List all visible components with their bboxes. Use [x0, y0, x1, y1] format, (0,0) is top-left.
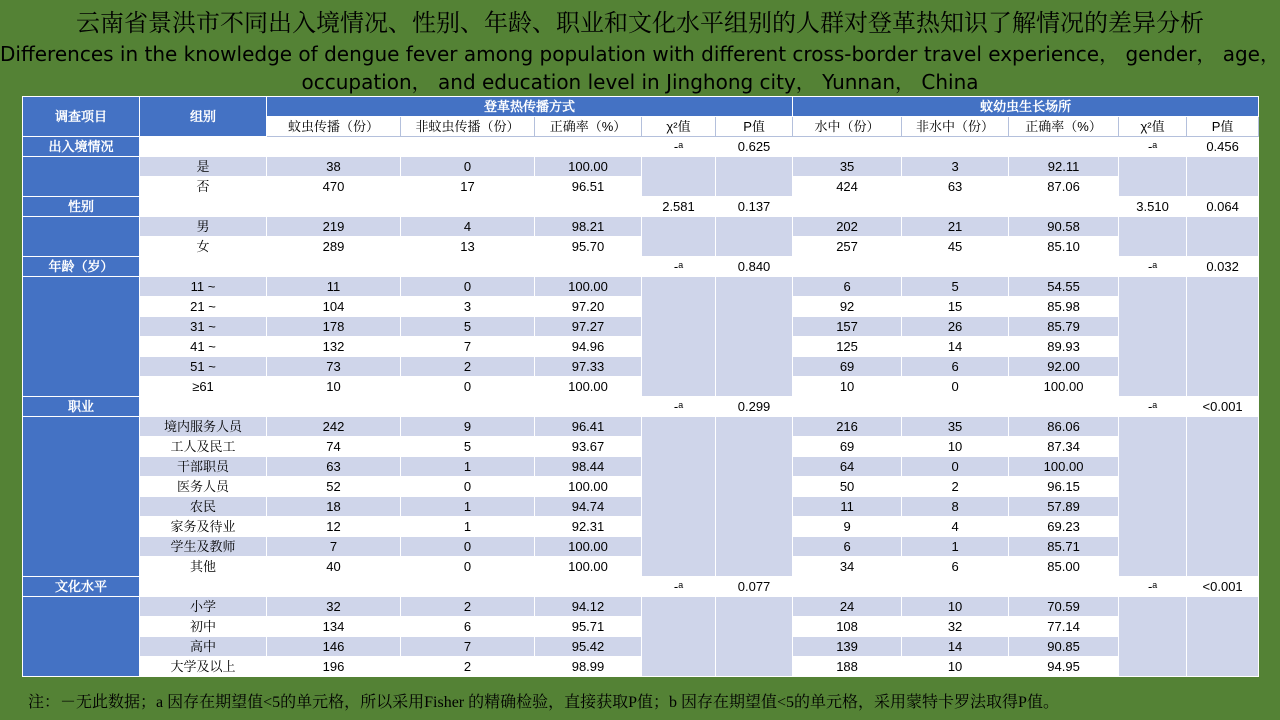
water-count: 424 [793, 177, 902, 197]
chi-square-value: -ᵃ [642, 257, 716, 277]
mosquito-count: 134 [267, 617, 401, 637]
category-row [23, 137, 1259, 157]
larvae-accuracy: 85.10 [1009, 237, 1119, 257]
non-mosquito-count: 7 [401, 337, 535, 357]
non-water-count: 10 [902, 437, 1009, 457]
col-header: 水中（份） [793, 117, 902, 137]
non-mosquito-count: 5 [401, 317, 535, 337]
header-section-larvae: 蚊幼虫生长场所 [793, 97, 1259, 117]
p-value: 0.137 [716, 197, 793, 217]
col-header: 正确率（%） [1009, 117, 1119, 137]
empty-cell [793, 137, 902, 157]
water-count: 257 [793, 237, 902, 257]
empty-cell [902, 577, 1009, 597]
category-row [23, 197, 1259, 217]
subtitle-line-2: occupation， and education level in Jinghong city， Yunnan， China [301, 70, 979, 94]
col-header: χ²值 [642, 117, 716, 137]
water-count: 69 [793, 437, 902, 457]
table-row [23, 517, 1259, 537]
water-count: 6 [793, 277, 902, 297]
empty-cell [902, 397, 1009, 417]
table-row [23, 637, 1259, 657]
non-mosquito-count: 13 [401, 237, 535, 257]
chi-square-value: -ᵃ [1119, 137, 1187, 157]
non-water-count: 2 [902, 477, 1009, 497]
group-label: 大学及以上 [140, 657, 267, 677]
empty-cell [140, 197, 267, 217]
merged-stat-cell [642, 417, 716, 577]
table-row [23, 157, 1259, 177]
merged-stat-cell [1119, 217, 1187, 257]
merged-stat-cell [1187, 417, 1259, 577]
empty-cell [1009, 577, 1119, 597]
empty-cell [401, 577, 535, 597]
empty-cell [401, 197, 535, 217]
group-label: 21 ~ [140, 297, 267, 317]
mosquito-count: 12 [267, 517, 401, 537]
non-mosquito-count: 2 [401, 597, 535, 617]
non-mosquito-count: 1 [401, 497, 535, 517]
water-count: 188 [793, 657, 902, 677]
mosquito-count: 11 [267, 277, 401, 297]
group-label: 学生及教师 [140, 537, 267, 557]
p-value: <0.001 [1187, 577, 1259, 597]
empty-cell [140, 577, 267, 597]
larvae-accuracy: 92.11 [1009, 157, 1119, 177]
group-label: 41 ~ [140, 337, 267, 357]
header-section-transmission: 登革热传播方式 [267, 97, 793, 117]
non-water-count: 8 [902, 497, 1009, 517]
category-row [23, 257, 1259, 277]
water-count: 64 [793, 457, 902, 477]
transmission-accuracy: 98.21 [535, 217, 642, 237]
larvae-accuracy: 100.00 [1009, 377, 1119, 397]
transmission-accuracy: 95.70 [535, 237, 642, 257]
mosquito-count: 104 [267, 297, 401, 317]
table-row [23, 457, 1259, 477]
non-water-count: 6 [902, 357, 1009, 377]
chi-square-value: 3.510 [1119, 197, 1187, 217]
transmission-accuracy: 95.71 [535, 617, 642, 637]
merged-stat-cell [1119, 277, 1187, 397]
merged-stat-cell [642, 217, 716, 257]
col-header: P值 [716, 117, 793, 137]
mosquito-count: 38 [267, 157, 401, 177]
transmission-accuracy: 97.27 [535, 317, 642, 337]
results-table-container [22, 96, 1258, 677]
non-water-count: 6 [902, 557, 1009, 577]
table-row [23, 317, 1259, 337]
non-mosquito-count: 0 [401, 157, 535, 177]
non-water-count: 14 [902, 637, 1009, 657]
merged-stat-cell [1119, 157, 1187, 197]
water-count: 11 [793, 497, 902, 517]
chi-square-value: -ᵃ [642, 397, 716, 417]
non-mosquito-count: 0 [401, 477, 535, 497]
empty-cell [793, 197, 902, 217]
mosquito-count: 289 [267, 237, 401, 257]
larvae-accuracy: 87.06 [1009, 177, 1119, 197]
mosquito-count: 10 [267, 377, 401, 397]
non-mosquito-count: 5 [401, 437, 535, 457]
table-row [23, 617, 1259, 637]
mosquito-count: 470 [267, 177, 401, 197]
merged-stat-cell [1119, 417, 1187, 577]
transmission-accuracy: 94.96 [535, 337, 642, 357]
water-count: 202 [793, 217, 902, 237]
table-row [23, 437, 1259, 457]
p-value: 0.456 [1187, 137, 1259, 157]
category-spacer [23, 217, 140, 257]
water-count: 139 [793, 637, 902, 657]
transmission-accuracy: 98.99 [535, 657, 642, 677]
mosquito-count: 73 [267, 357, 401, 377]
larvae-accuracy: 69.23 [1009, 517, 1119, 537]
larvae-accuracy: 96.15 [1009, 477, 1119, 497]
table-row [23, 557, 1259, 577]
larvae-accuracy: 86.06 [1009, 417, 1119, 437]
empty-cell [535, 197, 642, 217]
water-count: 35 [793, 157, 902, 177]
chi-square-value: -ᵃ [642, 137, 716, 157]
transmission-accuracy: 94.74 [535, 497, 642, 517]
category-spacer [23, 157, 140, 197]
transmission-accuracy: 96.41 [535, 417, 642, 437]
group-label: 是 [140, 157, 267, 177]
table-row [23, 357, 1259, 377]
mosquito-count: 63 [267, 457, 401, 477]
non-mosquito-count: 0 [401, 557, 535, 577]
larvae-accuracy: 54.55 [1009, 277, 1119, 297]
empty-cell [902, 197, 1009, 217]
merged-stat-cell [642, 597, 716, 677]
empty-cell [535, 577, 642, 597]
empty-cell [401, 397, 535, 417]
non-mosquito-count: 2 [401, 357, 535, 377]
group-label: 医务人员 [140, 477, 267, 497]
non-mosquito-count: 0 [401, 277, 535, 297]
table-row [23, 217, 1259, 237]
non-mosquito-count: 1 [401, 457, 535, 477]
group-label: 高中 [140, 637, 267, 657]
water-count: 10 [793, 377, 902, 397]
header-item: 调查项目 [23, 97, 140, 137]
non-water-count: 0 [902, 457, 1009, 477]
empty-cell [535, 257, 642, 277]
merged-stat-cell [642, 277, 716, 397]
mosquito-count: 7 [267, 537, 401, 557]
transmission-accuracy: 96.51 [535, 177, 642, 197]
table-row [23, 497, 1259, 517]
water-count: 125 [793, 337, 902, 357]
empty-cell [793, 577, 902, 597]
mosquito-count: 196 [267, 657, 401, 677]
group-label: 否 [140, 177, 267, 197]
category-spacer [23, 597, 140, 677]
non-water-count: 32 [902, 617, 1009, 637]
non-water-count: 63 [902, 177, 1009, 197]
empty-cell [902, 137, 1009, 157]
larvae-accuracy: 85.98 [1009, 297, 1119, 317]
mosquito-count: 18 [267, 497, 401, 517]
p-value: 0.077 [716, 577, 793, 597]
water-count: 6 [793, 537, 902, 557]
group-label: 女 [140, 237, 267, 257]
subtitle-line-1: Differences in the knowledge of dengue fever among population with different cross-border travel experience， gender， age， [0, 42, 1280, 66]
transmission-accuracy: 100.00 [535, 557, 642, 577]
table-body [23, 137, 1259, 677]
water-count: 92 [793, 297, 902, 317]
non-water-count: 1 [902, 537, 1009, 557]
table-row [23, 297, 1259, 317]
water-count: 157 [793, 317, 902, 337]
water-count: 216 [793, 417, 902, 437]
empty-cell [267, 257, 401, 277]
p-value: 0.032 [1187, 257, 1259, 277]
group-label: 11 ~ [140, 277, 267, 297]
non-mosquito-count: 17 [401, 177, 535, 197]
non-water-count: 35 [902, 417, 1009, 437]
non-mosquito-count: 7 [401, 637, 535, 657]
group-label: 干部职员 [140, 457, 267, 477]
empty-cell [1009, 397, 1119, 417]
table-row [23, 417, 1259, 437]
merged-stat-cell [716, 157, 793, 197]
table-row [23, 237, 1259, 257]
category-spacer [23, 277, 140, 397]
empty-cell [1009, 197, 1119, 217]
chi-square-value: -ᵃ [1119, 397, 1187, 417]
non-mosquito-count: 1 [401, 517, 535, 537]
category-spacer [23, 417, 140, 577]
empty-cell [902, 257, 1009, 277]
category-label: 职业 [23, 397, 140, 417]
transmission-accuracy: 92.31 [535, 517, 642, 537]
mosquito-count: 146 [267, 637, 401, 657]
transmission-accuracy: 94.12 [535, 597, 642, 617]
non-water-count: 14 [902, 337, 1009, 357]
larvae-accuracy: 85.71 [1009, 537, 1119, 557]
empty-cell [401, 137, 535, 157]
non-water-count: 21 [902, 217, 1009, 237]
larvae-accuracy: 89.93 [1009, 337, 1119, 357]
non-water-count: 15 [902, 297, 1009, 317]
empty-cell [1009, 257, 1119, 277]
mosquito-count: 132 [267, 337, 401, 357]
group-label: 31 ~ [140, 317, 267, 337]
empty-cell [535, 397, 642, 417]
empty-cell [267, 197, 401, 217]
chi-square-value: 2.581 [642, 197, 716, 217]
water-count: 69 [793, 357, 902, 377]
category-label: 出入境情况 [23, 137, 140, 157]
category-label: 文化水平 [23, 577, 140, 597]
group-label: 男 [140, 217, 267, 237]
col-header: 蚊虫传播（份） [267, 117, 401, 137]
category-row [23, 577, 1259, 597]
merged-stat-cell [716, 417, 793, 577]
empty-cell [140, 397, 267, 417]
table-row [23, 277, 1259, 297]
mosquito-count: 52 [267, 477, 401, 497]
table-row [23, 657, 1259, 677]
larvae-accuracy: 70.59 [1009, 597, 1119, 617]
larvae-accuracy: 92.00 [1009, 357, 1119, 377]
non-water-count: 5 [902, 277, 1009, 297]
page-title: 云南省景洪市不同出入境情况、性别、年龄、职业和文化水平组别的人群对登革热知识了解情况的差异分析 [76, 9, 1204, 37]
larvae-accuracy: 57.89 [1009, 497, 1119, 517]
mosquito-count: 219 [267, 217, 401, 237]
category-row [23, 397, 1259, 417]
larvae-accuracy: 77.14 [1009, 617, 1119, 637]
merged-stat-cell [642, 157, 716, 197]
group-label: 家务及待业 [140, 517, 267, 537]
chi-square-value: -ᵃ [1119, 577, 1187, 597]
empty-cell [267, 137, 401, 157]
footnote: 注：－无此数据；a 因存在期望值<5的单元格，所以采用Fisher 的精确检验，直接获取P值；b 因存在期望值<5的单元格，采用蒙特卡罗法取得P值。 [28, 694, 1059, 711]
non-mosquito-count: 9 [401, 417, 535, 437]
transmission-accuracy: 93.67 [535, 437, 642, 457]
col-header: P值 [1187, 117, 1259, 137]
table-row [23, 537, 1259, 557]
non-water-count: 3 [902, 157, 1009, 177]
non-mosquito-count: 2 [401, 657, 535, 677]
transmission-accuracy: 97.20 [535, 297, 642, 317]
mosquito-count: 74 [267, 437, 401, 457]
category-label: 性别 [23, 197, 140, 217]
non-water-count: 10 [902, 597, 1009, 617]
merged-stat-cell [1187, 597, 1259, 677]
table-row [23, 477, 1259, 497]
chi-square-value: -ᵃ [1119, 257, 1187, 277]
larvae-accuracy: 94.95 [1009, 657, 1119, 677]
merged-stat-cell [716, 597, 793, 677]
mosquito-count: 178 [267, 317, 401, 337]
group-label: 51 ~ [140, 357, 267, 377]
non-mosquito-count: 3 [401, 297, 535, 317]
larvae-accuracy: 85.79 [1009, 317, 1119, 337]
transmission-accuracy: 95.42 [535, 637, 642, 657]
non-mosquito-count: 0 [401, 377, 535, 397]
empty-cell [401, 257, 535, 277]
water-count: 9 [793, 517, 902, 537]
water-count: 108 [793, 617, 902, 637]
empty-cell [267, 577, 401, 597]
p-value: <0.001 [1187, 397, 1259, 417]
table-row [23, 377, 1259, 397]
p-value: 0.299 [716, 397, 793, 417]
page-subtitle [0, 40, 1280, 96]
col-header: 非水中（份） [902, 117, 1009, 137]
non-water-count: 10 [902, 657, 1009, 677]
water-count: 34 [793, 557, 902, 577]
group-label: 境内服务人员 [140, 417, 267, 437]
merged-stat-cell [716, 277, 793, 397]
non-mosquito-count: 6 [401, 617, 535, 637]
transmission-accuracy: 100.00 [535, 157, 642, 177]
category-label: 年龄（岁） [23, 257, 140, 277]
merged-stat-cell [1119, 597, 1187, 677]
empty-cell [140, 137, 267, 157]
table-row [23, 177, 1259, 197]
larvae-accuracy: 100.00 [1009, 457, 1119, 477]
chi-square-value: -ᵃ [642, 577, 716, 597]
non-water-count: 0 [902, 377, 1009, 397]
transmission-accuracy: 100.00 [535, 477, 642, 497]
transmission-accuracy: 98.44 [535, 457, 642, 477]
table-row [23, 597, 1259, 617]
larvae-accuracy: 90.85 [1009, 637, 1119, 657]
non-mosquito-count: 4 [401, 217, 535, 237]
water-count: 24 [793, 597, 902, 617]
empty-cell [267, 397, 401, 417]
empty-cell [535, 137, 642, 157]
merged-stat-cell [716, 217, 793, 257]
empty-cell [140, 257, 267, 277]
larvae-accuracy: 87.34 [1009, 437, 1119, 457]
water-count: 50 [793, 477, 902, 497]
col-header: 正确率（%） [535, 117, 642, 137]
group-label: 初中 [140, 617, 267, 637]
group-label: 农民 [140, 497, 267, 517]
mosquito-count: 32 [267, 597, 401, 617]
header-group: 组别 [140, 97, 267, 137]
merged-stat-cell [1187, 157, 1259, 197]
merged-stat-cell [1187, 277, 1259, 397]
transmission-accuracy: 97.33 [535, 357, 642, 377]
table-row [23, 337, 1259, 357]
results-table [22, 96, 1259, 677]
group-label: ≥61 [140, 377, 267, 397]
merged-stat-cell [1187, 217, 1259, 257]
group-label: 其他 [140, 557, 267, 577]
p-value: 0.625 [716, 137, 793, 157]
mosquito-count: 40 [267, 557, 401, 577]
transmission-accuracy: 100.00 [535, 277, 642, 297]
col-header: χ²值 [1119, 117, 1187, 137]
empty-cell [793, 257, 902, 277]
mosquito-count: 242 [267, 417, 401, 437]
p-value: 0.064 [1187, 197, 1259, 217]
empty-cell [1009, 137, 1119, 157]
group-label: 小学 [140, 597, 267, 617]
non-water-count: 26 [902, 317, 1009, 337]
non-mosquito-count: 0 [401, 537, 535, 557]
empty-cell [793, 397, 902, 417]
larvae-accuracy: 85.00 [1009, 557, 1119, 577]
transmission-accuracy: 100.00 [535, 377, 642, 397]
larvae-accuracy: 90.58 [1009, 217, 1119, 237]
col-header: 非蚊虫传播（份） [401, 117, 535, 137]
group-label: 工人及民工 [140, 437, 267, 457]
transmission-accuracy: 100.00 [535, 537, 642, 557]
non-water-count: 4 [902, 517, 1009, 537]
p-value: 0.840 [716, 257, 793, 277]
non-water-count: 45 [902, 237, 1009, 257]
